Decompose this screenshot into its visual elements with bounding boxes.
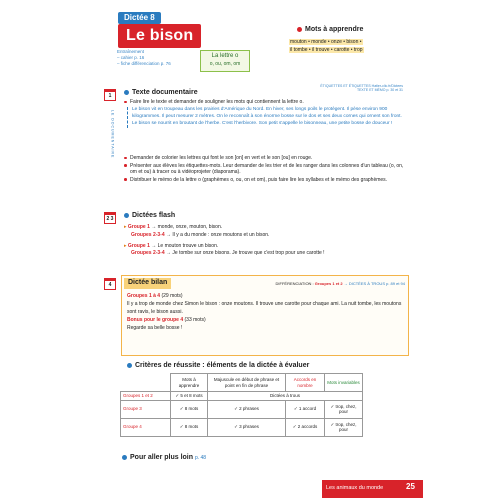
mots-box bbox=[289, 38, 399, 54]
differentiation bbox=[225, 281, 405, 286]
flash-group: Groupe 1 bbox=[127, 242, 150, 249]
table-cell: ✓ 5 et 8 mots bbox=[171, 392, 208, 401]
ref-line2: TEXTE ET MÉMO p. 30 et 31 bbox=[356, 88, 403, 93]
bonus-count: (33 mots) bbox=[184, 317, 206, 323]
bonus-label: Bonus pour le groupe 4 bbox=[127, 317, 184, 323]
letter-line1: La lettre o bbox=[211, 53, 239, 59]
criteria-table bbox=[120, 373, 363, 437]
bullet-icon bbox=[297, 27, 302, 32]
table-cell: ✓ 8 mots bbox=[171, 400, 208, 418]
mots-title bbox=[297, 26, 363, 35]
diff-groups: Groupes 1 et 2 bbox=[314, 281, 343, 286]
section-title-4: Dictée bilan bbox=[124, 278, 171, 289]
table-header: Majuscule en début de phrase et point en fin de phrase bbox=[208, 374, 286, 392]
materials-item: – fiche différenciation p. 76 bbox=[117, 61, 171, 67]
table-cell: Dictées à trous bbox=[208, 392, 363, 401]
ref-line1: ÉTIQUETTES ET ÉTIQUETTES Hatier-clic.fr/Dictees bbox=[320, 84, 403, 88]
flash-group: Groupe 1 bbox=[127, 224, 150, 230]
diff-label: DIFFÉRENCIATION : bbox=[275, 281, 314, 286]
flash-text: → Il y a du monde : onze moutons et un bison. bbox=[166, 231, 270, 238]
bullet-icon bbox=[122, 455, 127, 460]
section-title-2-text: Dictées flash bbox=[132, 212, 176, 219]
mots-title-text: Mots à apprendre bbox=[305, 26, 364, 33]
row-label: Groupes 1 et 2 bbox=[121, 392, 171, 401]
table-cell: ✓ 8 mots bbox=[171, 418, 208, 436]
table-row bbox=[121, 400, 363, 418]
group-label: Groupes 1 à 4 bbox=[127, 293, 161, 299]
section-title-1-text: Texte documentaire bbox=[132, 89, 198, 96]
letter-line2: o, ou, om, om bbox=[209, 60, 241, 67]
flash-line bbox=[124, 250, 414, 258]
list-item: Présenter aux élèves les étiquettes-mots. Leur demander de les trier et de les ranger dans les colonnes d'un tableau (o, on, om et ou) à tracer ou à vidéoprojeter (diaporama). bbox=[124, 163, 409, 176]
pour-title: Pour aller plus loin bbox=[130, 454, 194, 461]
flash-group: Groupes 2-3-4 bbox=[131, 250, 165, 257]
table-cell: ✓ 2 accords bbox=[286, 418, 325, 436]
materials-item: – cahier p. 16 bbox=[117, 55, 145, 61]
flash-text: → Je tombe sur onze bisons. Je trouve que c'est trop pour une carotte ! bbox=[166, 250, 325, 257]
table-cell: ✓ 3 phrases bbox=[208, 418, 286, 436]
criteria-title bbox=[127, 362, 309, 371]
letter-box bbox=[200, 50, 250, 72]
table-header-row bbox=[121, 374, 363, 392]
section-1-bullets bbox=[124, 155, 409, 185]
flash-group: Groupes 2-3-4 bbox=[131, 231, 165, 238]
table-header: Mots à apprendre bbox=[171, 374, 208, 392]
table-row bbox=[121, 418, 363, 436]
group-count: (29 mots) bbox=[161, 293, 183, 299]
bullet-icon bbox=[124, 90, 129, 95]
table-cell: ✓ 1 accord bbox=[286, 400, 325, 418]
page-number: 25 bbox=[406, 482, 415, 491]
table-cell: ✓ 2 phrases bbox=[208, 400, 286, 418]
section-1-ref bbox=[300, 84, 403, 93]
document-paragraph: Le bison vit en troupeau dans les prairies d'Amérique du Nord. En hiver, ses longs poils le protègent. Il pèse environ 900 kilogrammes. Il peut mesurer 2 mètres. On le reconnaît à son énorme bosse sur le dos et ses deux cornes qui ornent son front. Le bison se nourrit en broutant de l'herbe. C'est l'herbivore. Son petit s'appelle le bisonneau, une petite bosse de douceur ! bbox=[127, 107, 402, 128]
diff-ref: → DICTÉES À TROUS p. 89 et 94 bbox=[343, 281, 405, 286]
pour-page: p. 48 bbox=[194, 455, 207, 461]
bullet-icon bbox=[124, 213, 129, 218]
flash-text: → Le mouton trouve un bison. bbox=[151, 242, 219, 249]
table-header: Accords en nombre bbox=[286, 374, 325, 392]
mots-line2: il tombe • il trouve • carotte • trop bbox=[290, 47, 363, 53]
bullet-icon bbox=[127, 363, 132, 368]
flash-line bbox=[124, 232, 414, 240]
materials-item: Entraînement bbox=[117, 49, 145, 54]
table-cell: ✓ trop, chez, pour bbox=[324, 400, 362, 418]
dictee-bilan-body bbox=[127, 292, 405, 332]
pour-aller-plus-loin bbox=[122, 454, 206, 463]
table-header: Mots invariables bbox=[324, 374, 362, 392]
row-label: Groupe 4 bbox=[121, 418, 171, 436]
side-label: LE DOCUMENTAIRE bbox=[110, 110, 115, 159]
section-1-intro: Faire lire le texte et demander de souligner les mots qui contiennent la lettre o. bbox=[124, 99, 404, 105]
footer-text: Les animaux du monde bbox=[326, 485, 384, 491]
section-number-2: 2 3 bbox=[104, 212, 116, 224]
dictee-tag: Dictée 8 bbox=[118, 12, 161, 24]
page-title: Le bison bbox=[118, 24, 201, 48]
table-row bbox=[121, 392, 363, 401]
flash-lines bbox=[124, 224, 414, 258]
flash-line: ▸ Groupe 1 → monde, onze, mouton, bison. bbox=[124, 224, 223, 230]
dictee-text: Il y a trop de monde chez Simon le bison : onze moutons. Il trouve une carotte pour chaque ami. La nuit tombe, les moutons sont ravis, le bison aussi. bbox=[127, 301, 402, 315]
row-label: Groupe 3 bbox=[121, 400, 171, 418]
list-item: Distribuer le mémo de la lettre o (graphèmes o, ou, on et om), puis faire lire les syllabes et le mémo des graphèmes. bbox=[124, 177, 409, 183]
section-title-1 bbox=[124, 89, 198, 98]
bonus-text: Regarde sa belle bosse ! bbox=[127, 325, 183, 331]
flash-line: ▸ Groupe 1 → Le mouton trouve un bison. bbox=[124, 242, 219, 249]
criteria-title-text: Critères de réussite : éléments de la dictée à évaluer bbox=[135, 362, 310, 369]
section-number-4: 4 bbox=[104, 278, 116, 290]
section-title-2 bbox=[124, 212, 175, 221]
list-item: Demander de colorier les lettres qui font le son [on] en vert et le son [ou] en rouge. bbox=[124, 155, 409, 161]
materials-list bbox=[117, 49, 197, 67]
table-cell: ✓ trop, chez, pour bbox=[324, 418, 362, 436]
mots-line1: mouton • monde • onze • bison • bbox=[290, 39, 362, 45]
section-number-1: 1 bbox=[104, 89, 116, 101]
table-header bbox=[121, 374, 171, 392]
flash-text: → monde, onze, mouton, bison. bbox=[151, 224, 223, 230]
